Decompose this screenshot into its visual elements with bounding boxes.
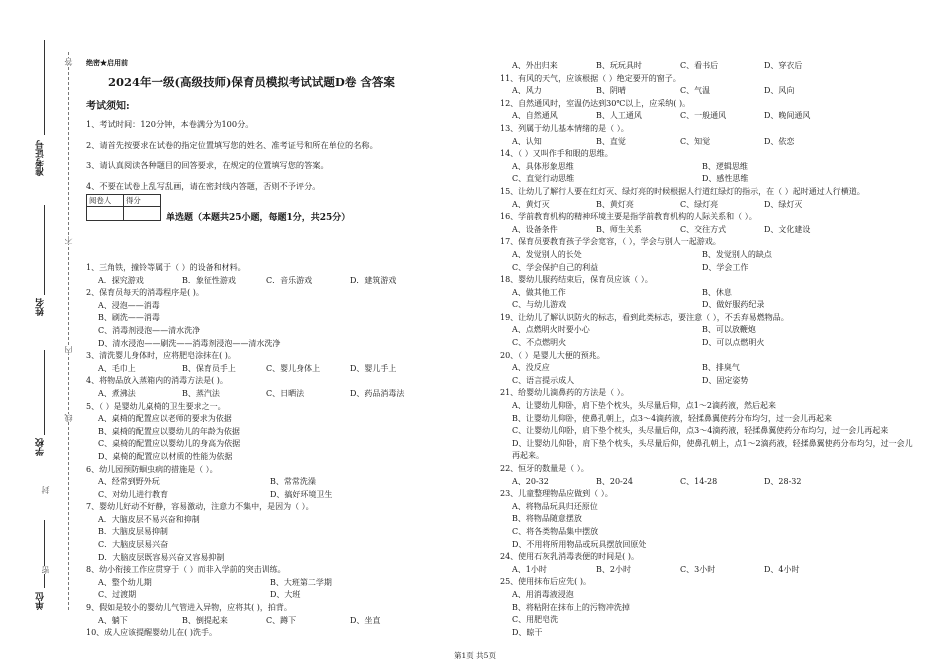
answer-option[interactable]: C、知觉	[680, 136, 711, 146]
question-text: 1、三角铁，撞铃等属于（ ）的设备和材料。	[86, 263, 246, 272]
answer-option[interactable]: B、让婴幼儿仰卧，使鼻孔朝上，点3～4滴药液，轻揉鼻翼使药分布均匀，过一会儿再起来	[512, 413, 833, 423]
answer-option[interactable]: B、休息	[702, 287, 732, 297]
notes-heading: 考试须知:	[86, 101, 130, 112]
question-text: 16、学前教育机构的精神环境主要是指学前教育机构的人际关系和（ ）。	[500, 212, 757, 222]
answer-option[interactable]: A、做其他工作	[512, 287, 566, 297]
option-row	[500, 60, 920, 73]
seal-mark: 线	[64, 414, 73, 422]
answer-option[interactable]: D、桌椅的配置应以材质的性能为依据	[98, 451, 233, 461]
answer-option[interactable]: C、气温	[680, 86, 711, 96]
option-row	[500, 136, 920, 149]
answer-option[interactable]: B、玩玩具时	[596, 61, 642, 70]
answer-option[interactable]: A、风力	[512, 86, 542, 96]
answer-option[interactable]: A、桌椅的配置应以老师的要求为依据	[98, 414, 232, 424]
answer-option[interactable]: D、固定姿势	[702, 375, 749, 385]
option-row	[86, 363, 461, 376]
answer-option[interactable]: D、穿衣后	[764, 61, 803, 70]
answer-option[interactable]: D、风向	[764, 86, 795, 96]
question-text: 21、给婴幼儿滴鼻药的方法是（ ）。	[500, 388, 629, 398]
option-row	[500, 110, 920, 123]
option-row	[500, 199, 920, 212]
answer-option[interactable]: C、看书后	[680, 61, 719, 70]
seal-mark: 不	[64, 236, 73, 244]
question-text: 19、让幼儿了解认识防火的标志，看到此类标志，要注意（ ），不丢弃易燃物品。	[500, 312, 789, 322]
answer-option[interactable]: D、学会工作	[702, 262, 749, 272]
answer-option[interactable]: C、交往方式	[680, 224, 727, 234]
answer-option[interactable]: A、躺下	[98, 615, 128, 625]
answer-option[interactable]: B、刷洗——消毒	[98, 313, 160, 323]
answer-option[interactable]: C、消毒剂浸泡——清水洗净	[98, 325, 201, 335]
secret-label: 绝密★启用前	[86, 58, 128, 67]
answer-option[interactable]: D、晚间通风	[764, 111, 811, 121]
answer-option[interactable]: C、日晒法	[266, 388, 305, 398]
question-text: 24、使用石灰乳消毒表便的时间是( )。	[500, 552, 639, 562]
option-row	[86, 589, 461, 602]
answer-option[interactable]: C、绿灯亮	[680, 199, 719, 209]
seal-mark: 密	[41, 566, 50, 574]
answer-option[interactable]: D、感性思维	[702, 174, 749, 184]
question-text: 23、儿童整理物品应做到（ ）。	[500, 489, 613, 499]
answer-option[interactable]: D、可以点燃明火	[702, 338, 765, 348]
option-row	[86, 476, 461, 489]
answer-option[interactable]: D、搞好环境卫生	[270, 489, 333, 499]
seal-mark: 答	[64, 58, 73, 66]
answer-option[interactable]: A、让婴幼儿仰卧，肩下垫个枕头，头尽量后仰，点1～2滴药液，然后起来	[512, 401, 776, 411]
option-row	[500, 287, 920, 300]
question-text: 20、（ ）是婴儿大便的预兆。	[500, 350, 605, 360]
sidebar-label-exam-number: 准考证号	[36, 140, 46, 176]
answer-option[interactable]: A、将物品玩具归还原位	[512, 501, 598, 511]
answer-option[interactable]: D、文化建设	[764, 224, 811, 234]
answer-option[interactable]: C、蹲下	[266, 615, 297, 625]
answer-option[interactable]: C、一般通风	[680, 111, 727, 121]
answer-option[interactable]: B．象征性游戏	[182, 275, 236, 285]
seal-mark: 内	[64, 346, 73, 354]
page-footer: 第1页 共5页	[454, 651, 496, 660]
answer-option[interactable]: A、煮沸法	[98, 388, 136, 398]
question-text: 15、让幼儿了解行人要在红灯灭、绿灯亮的时候根据人行道红绿灯的指示，在（ ）起时通过人行横道。	[500, 186, 865, 196]
right-question-column	[500, 60, 920, 639]
answer-option[interactable]: D、婴儿手上	[350, 363, 397, 373]
answer-option[interactable]: C．大脑皮层易兴奋	[98, 540, 169, 550]
answer-option[interactable]: B、2小时	[596, 564, 631, 574]
unit-line	[44, 520, 45, 588]
score-cell[interactable]	[124, 207, 161, 221]
answer-option[interactable]: C．音乐游戏	[266, 275, 313, 285]
question-text: 17、保育员要教育孩子学会宽容，（ ），学会与别人一起游戏。	[500, 237, 721, 247]
question-text: 4、将物品放入蒸箱内的消毒方法是( )。	[86, 376, 228, 386]
option-row	[500, 85, 920, 98]
answer-option[interactable]: C、14-28	[680, 476, 718, 486]
answer-option[interactable]: B、将物品随意摆放	[512, 514, 582, 524]
answer-option[interactable]: A、经常到野外玩	[98, 477, 160, 487]
option-row	[500, 476, 920, 489]
question-text: 14、（ ）又叫作手和眼的思维。	[500, 149, 613, 159]
answer-option[interactable]: D、晾干	[512, 627, 543, 637]
option-row	[86, 275, 461, 288]
question-text: 7、婴幼儿好动不好静，容易激动，注意力不集中，是因为（ ）。	[86, 502, 314, 512]
answer-option[interactable]: A、自然通风	[512, 111, 558, 121]
question-text: 18、婴幼儿服药结束后，保育员应该（ ）。	[500, 275, 653, 285]
answer-option[interactable]: D、坐直	[350, 615, 381, 625]
score-header: 得分	[124, 195, 161, 207]
seal-line	[68, 52, 69, 610]
answer-option[interactable]: A、设备条件	[512, 224, 558, 234]
answer-option[interactable]: B、人工通风	[596, 111, 642, 121]
option-row	[500, 337, 920, 350]
answer-option[interactable]: D、药品消毒法	[350, 388, 405, 398]
answer-option[interactable]: A、点燃明火时要小心	[512, 325, 590, 335]
answer-option[interactable]: C、婴儿身体上	[266, 363, 321, 373]
answer-option[interactable]: B、保育员手上	[182, 363, 236, 373]
option-row	[500, 161, 920, 174]
question-text: 8、幼小衔接工作应贯穿于（ ）而非入学前的突击训练。	[86, 565, 286, 575]
school-line	[44, 350, 45, 435]
answer-option[interactable]: C、不点燃明火	[512, 338, 567, 348]
note-item: 3、请认真阅读各种题目的回答要求，在规定的位置填写您的答案。	[86, 160, 329, 170]
grader-header: 阅卷人	[87, 195, 124, 207]
answer-option[interactable]: A、黄灯灭	[512, 199, 550, 209]
answer-option[interactable]: B、大班第二学期	[270, 577, 332, 587]
option-row	[500, 262, 920, 275]
option-row	[500, 224, 920, 237]
binding-margin	[0, 0, 72, 671]
option-row	[86, 388, 461, 401]
note-item: 4、不要在试卷上乱写乱画，请在密封线内答题，否则不予评分。	[86, 180, 321, 191]
answer-option[interactable]: A、1小时	[512, 564, 547, 574]
option-row	[500, 173, 920, 186]
question-text: 12、自然通风时，室温仍达到30℃以上，应采纳( )。	[500, 98, 691, 108]
section-heading: 单选题（本题共25小题，每题1分，共25分）	[166, 213, 351, 223]
question-text: 2、保育员每天的消毒程序是( )。	[86, 288, 204, 298]
answer-option[interactable]: A、外出归来	[512, 61, 558, 70]
answer-option[interactable]: D．大脑皮层既容易兴奋又容易抑制	[98, 552, 225, 562]
left-question-column	[86, 262, 461, 640]
answer-option[interactable]: A、20-32	[512, 476, 549, 486]
answer-option[interactable]: B、桌椅的配置应以婴幼儿的年龄为依据	[98, 426, 240, 436]
question-text: 22、恒牙的数量是（ ）。	[500, 464, 589, 473]
answer-option[interactable]: B、排臭气	[702, 363, 740, 373]
sidebar-label-unit: 单位	[36, 592, 46, 610]
answer-option[interactable]: C、语言提示成人	[512, 375, 575, 385]
note-item: 1、考试时间：120分钟，本卷满分为100分。	[86, 119, 254, 129]
answer-option[interactable]: B、师生关系	[596, 224, 642, 234]
answer-option[interactable]: B、阴晴	[596, 86, 626, 96]
answer-option[interactable]: D、4小时	[764, 564, 800, 574]
answer-option[interactable]: B、20-24	[596, 476, 633, 486]
seal-mark: 封	[41, 486, 50, 494]
notes-list	[86, 114, 378, 196]
answer-option[interactable]: A．探究游戏	[98, 275, 144, 285]
answer-option[interactable]: C、与幼儿游戏	[512, 300, 567, 310]
answer-option[interactable]: C、直觉行动思维	[512, 174, 575, 184]
answer-option[interactable]: D、依恋	[764, 136, 795, 146]
answer-option[interactable]: D、不用将所用物品或玩具摆放回原处	[512, 539, 647, 549]
sidebar-label-name: 姓名	[36, 298, 46, 316]
option-row	[500, 249, 920, 262]
exam-number-line	[44, 40, 45, 135]
option-row	[500, 324, 920, 337]
answer-option[interactable]: D、28-32	[764, 476, 802, 486]
answer-option[interactable]: A、浸泡——消毒	[98, 300, 160, 310]
answer-option[interactable]: B、逻辑思维	[702, 161, 748, 171]
answer-option[interactable]: B、可以放鞭炮	[702, 325, 756, 335]
answer-option[interactable]: A、用消毒液浸泡	[512, 589, 574, 599]
answer-option[interactable]: A、没反应	[512, 363, 550, 373]
answer-option[interactable]: A、发觉别人的长处	[512, 249, 582, 259]
answer-option[interactable]: D、大班	[270, 590, 301, 600]
page-title: 2024年一级(高级技师)保育员模拟考试试题D卷 含答案	[108, 75, 395, 89]
answer-option[interactable]: C、学会保护自己的利益	[512, 262, 599, 272]
question-text: 11、有风的天气，应该根据（ ）绝定要开的窗子。	[500, 73, 681, 83]
answer-option[interactable]: D、清水浸泡——刷洗——消毒剂浸泡——清水洗净	[98, 338, 281, 348]
answer-option[interactable]: B、将粘附在抹布上的污物冲洗掉	[512, 602, 630, 612]
question-text: 6、幼儿园预防蛔虫病的措施是（ ）。	[86, 464, 218, 474]
option-row	[500, 564, 920, 577]
answer-option[interactable]: C、用肥皂洗	[512, 615, 559, 625]
option-row	[500, 362, 920, 375]
sidebar-label-school: 学校	[36, 438, 46, 456]
answer-option[interactable]: B、直觉	[596, 136, 626, 146]
score-table	[86, 194, 161, 221]
answer-option[interactable]: D、绿灯灭	[764, 199, 803, 209]
option-row	[86, 577, 461, 590]
question-text: 9、假如是较小的婴幼儿气管进入异物，应将其( )，拍背。	[86, 603, 292, 613]
option-row	[500, 375, 920, 388]
answer-option[interactable]: D、让婴幼儿仰卧，肩下垫个枕头，头尽量后仰，使鼻孔朝上，点1～2滴药液，轻揉鼻翼使药分布均匀，过一会儿再起来。	[512, 438, 913, 461]
option-row	[500, 299, 920, 312]
option-row	[86, 615, 461, 628]
question-text: 10、成人应该提醒婴幼儿在( )洗手。	[86, 628, 217, 638]
answer-option[interactable]: D．建筑游戏	[350, 275, 397, 285]
answer-option[interactable]: A、整个幼儿期	[98, 577, 152, 587]
answer-option[interactable]: A．大脑皮层不易兴奋和抑制	[98, 514, 200, 524]
answer-option[interactable]: B．大脑皮层易抑制	[98, 527, 168, 537]
grader-cell[interactable]	[87, 207, 124, 221]
note-item: 2、请首先按要求在试卷的指定位置填写您的姓名、准考证号和所在单位的名称。	[86, 139, 378, 150]
answer-option[interactable]: C、过渡期	[98, 590, 137, 600]
answer-option[interactable]: C、3小时	[680, 564, 716, 574]
question-text: 25、使用抹布后应先( )。	[500, 577, 591, 587]
answer-option[interactable]: C、让婴幼儿仰卧，肩下垫个枕头，头尽量后仰，点3～4滴药液，轻揉鼻翼使药分布均匀，过一会儿再起来	[512, 426, 889, 436]
answer-option[interactable]: A、具体形象思维	[512, 161, 574, 171]
answer-option[interactable]: C、将各类物品集中摆放	[512, 526, 599, 536]
answer-option[interactable]: B、常常洗澡	[270, 477, 316, 487]
option-row	[86, 489, 461, 502]
question-text: 5、（ ）是婴幼儿桌椅的卫生要求之一。	[86, 401, 226, 411]
answer-option[interactable]: D、做好服药纪录	[702, 300, 765, 310]
question-text: 3、清洗婴儿身体时，应将肥皂涂抹在( )。	[86, 351, 236, 361]
question-text: 13、列属于幼儿基本情绪的是（ ）。	[500, 123, 629, 133]
answer-option[interactable]: A、认知	[512, 136, 542, 146]
answer-option[interactable]: B、倒提起来	[182, 615, 228, 625]
name-line	[44, 205, 45, 295]
answer-option[interactable]: B、发觉别人的缺点	[702, 249, 772, 259]
answer-option[interactable]: B、蒸汽法	[182, 388, 220, 398]
answer-option[interactable]: C、桌椅的配置应以婴幼儿的身高为依据	[98, 439, 241, 449]
answer-option[interactable]: B、黄灯亮	[596, 199, 634, 209]
answer-option[interactable]: A、毛巾上	[98, 363, 136, 373]
answer-option[interactable]: C、对幼儿进行教育	[98, 489, 169, 499]
